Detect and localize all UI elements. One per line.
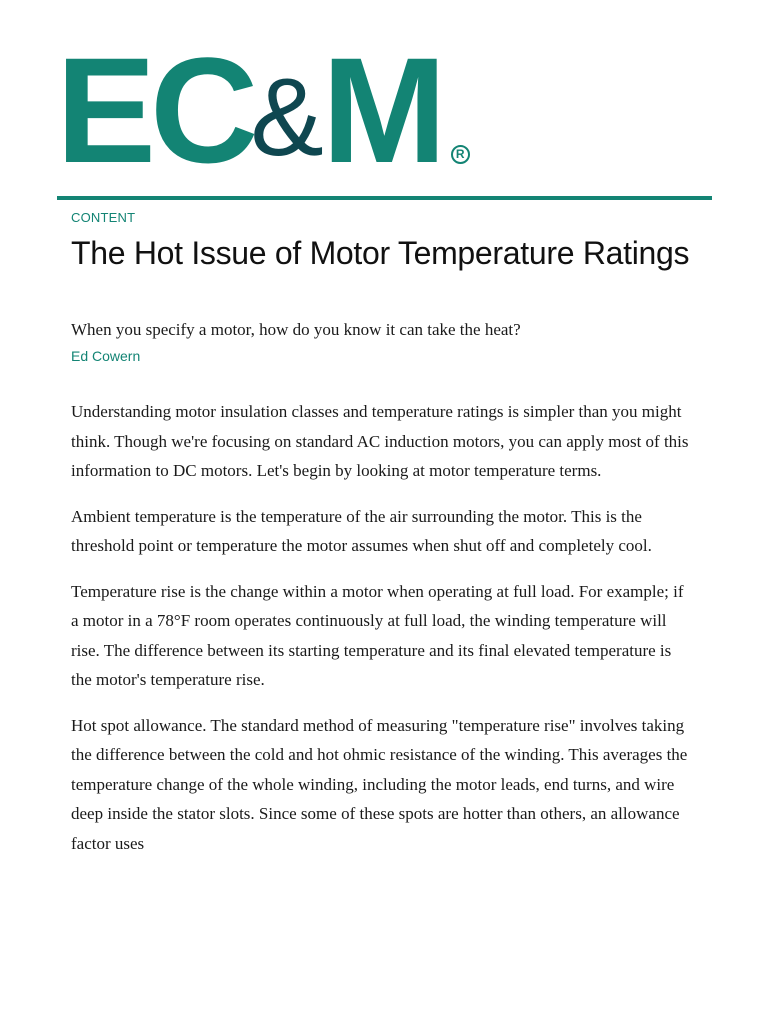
paragraph-3: Temperature rise is the change within a motor when operating at full load. For example; if a motor in a 78°F room operates continuously at full load, the winding temperature will rise. The difference between its starting temperature and its final elevated temperature is the motor's temperature rise. (71, 581, 684, 689)
logo-m-text: M (321, 26, 441, 194)
article-title: The Hot Issue of Motor Temperature Ratings (71, 235, 690, 271)
article-body (71, 397, 693, 874)
paragraph-2: Ambient temperature is the temperature of the air surrounding the motor. This is the threshold point or temperature the motor assumes when shut off and completely cool. (71, 506, 652, 555)
article-subtitle: When you specify a motor, how do you know it can take the heat? (71, 320, 521, 339)
logo-ec-text: EC (56, 26, 253, 194)
paragraph-1: Understanding motor insulation classes and temperature ratings is simpler than you might think. Though we're focusing on standard AC induction motors, you can apply most of this information to DC motors. Let's begin by looking at motor temperature terms. (71, 402, 689, 480)
paragraph-4: Hot spot allowance. The standard method of measuring "temperature rise" involves taking the difference between the cold and hot ohmic resistance of the winding. This averages the temperature change of the whole winding, including the motor leads, end turns, and wire deep inside the stator slots. Since some of these spots are hotter than others, an allowance factor uses (71, 715, 688, 853)
ecm-logo[interactable] (56, 26, 470, 194)
author-link[interactable]: Ed Cowern (71, 348, 141, 364)
registered-mark-icon: R (451, 145, 470, 164)
logo-ampersand: & (250, 56, 324, 179)
header-divider (57, 196, 712, 200)
category-label[interactable]: CONTENT (71, 210, 136, 225)
